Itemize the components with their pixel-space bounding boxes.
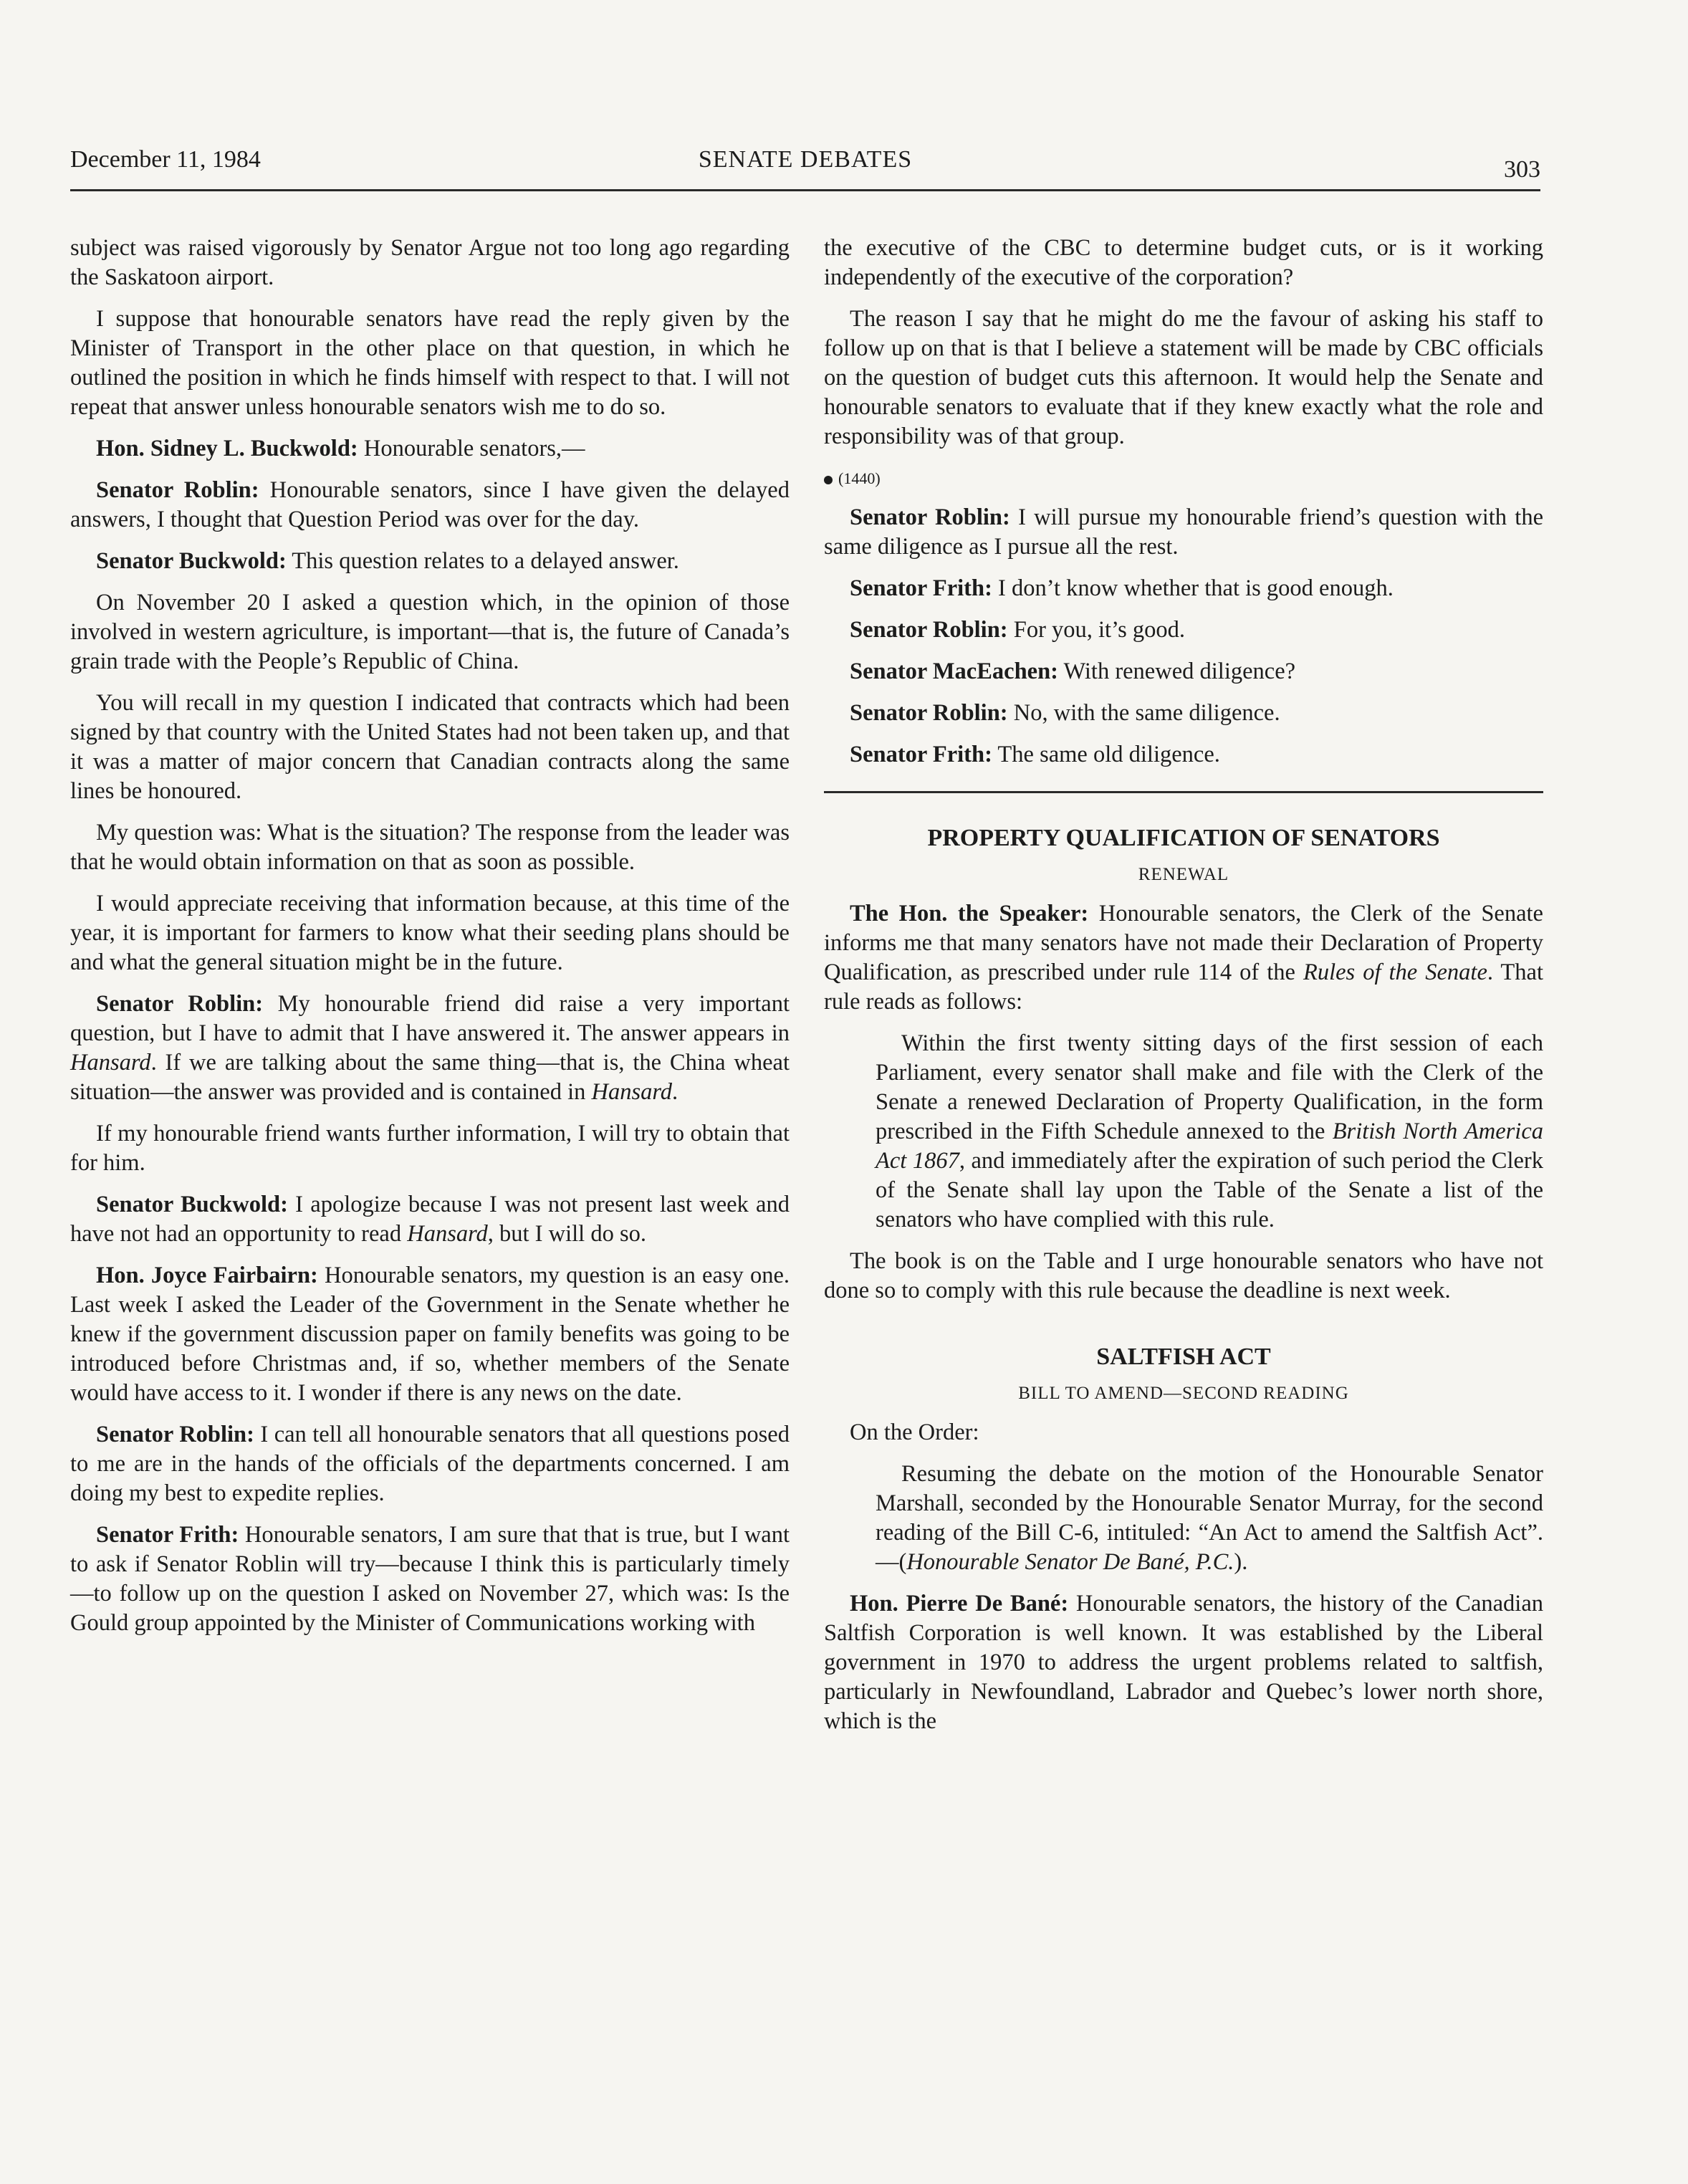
page-header [70, 146, 1540, 191]
section-heading: PROPERTY QUALIFICATION OF SENATORS [927, 825, 1440, 851]
speaker-name: Senator MacEachen: [850, 658, 1058, 684]
paragraph: On November 20 I asked a question which, in the opinion of those involved in western agriculture, is important—that is, the future of Canada’s grain trade with the People’s Republic of China. [70, 590, 790, 674]
paragraph: If my honourable friend wants further information, I will try to obtain that for him. [70, 1121, 790, 1176]
paragraph: Senator Frith: I don’t know whether that is good enough. [850, 575, 1394, 601]
paragraph: Senator Roblin: I will pursue my honourable friend’s question with the same diligence as I pursue all the rest. [824, 504, 1543, 560]
speaker-name: Senator Buckwold: [96, 1192, 288, 1217]
page-number: 303 [1504, 156, 1540, 183]
paragraph: Senator Roblin: Honourable senators, since I have given the delayed answers, I thought that Question Period was over for the day. [70, 477, 790, 532]
section-divider [824, 791, 1543, 793]
speaker-name: Senator Roblin: [850, 617, 1008, 643]
paragraph: Hon. Pierre De Bané: Honourable senators, the history of the Canadian Saltfish Corporation is well known. It was established by the Liberal government in 1970 to address the urgent problems related to saltfish, particularly in Newfoundland, Labrador and Quebec’s lower north shore, which is the [824, 1591, 1543, 1734]
section-subheading: BILL TO AMEND—SECOND READING [1018, 1384, 1349, 1403]
motion-quotation: Resuming the debate on the motion of the Honourable Senator Marshall, seconded by the Honourable Senator Murray, for the second reading of the Bill C-6, intituled: “An Act to amend the Saltfish Act”.—(Honourable Senator De Bané, P.C.). [876, 1461, 1543, 1575]
timestamp: (1440) [824, 464, 1543, 493]
paragraph: subject was raised vigorously by Senator Argue not too long ago regarding the Saskatoon airport. [70, 235, 790, 290]
speaker-name: Senator Buckwold: [96, 548, 287, 574]
paragraph: Hon. Sidney L. Buckwold: Honourable senators,— [96, 436, 585, 461]
paragraph: the executive of the CBC to determine budget cuts, or is it working independently of the executive of the corporation? [824, 235, 1543, 290]
paragraph: Senator Roblin: No, with the same diligence. [850, 700, 1280, 726]
paragraph: I suppose that honourable senators have read the reply given by the Minister of Transport in the other place on that question, in which he outlined the position in which he finds himself with respect to that. I will not repeat that answer unless honourable senators wish me to do so. [70, 306, 790, 420]
paragraph: Senator Frith: The same old diligence. [850, 742, 1220, 767]
speaker-name: Senator Frith: [850, 742, 992, 767]
order-label: On the Order: [850, 1419, 979, 1445]
section-subheading: RENEWAL [1138, 865, 1229, 884]
speaker-name: Senator Roblin: [96, 1422, 254, 1447]
paragraph: Senator Buckwold: This question relates to a delayed answer. [96, 548, 679, 574]
paragraph: My question was: What is the situation? The response from the leader was that he would obtain information on that as soon as possible. [70, 820, 790, 875]
speaker-name: Hon. Sidney L. Buckwold: [96, 436, 358, 461]
paragraph: I would appreciate receiving that information because, at this time of the year, it is important for farmers to know what their seeding plans should be and what the general situation might be in the future. [70, 891, 790, 975]
paragraph: You will recall in my question I indicated that contracts which had been signed by that country with the United States had not been taken up, and that it was a matter of major concern that Canadian contracts along the same lines be honoured. [70, 690, 790, 804]
bullet-icon [824, 476, 833, 484]
header-title: SENATE DEBATES [698, 146, 913, 173]
speaker-name: Senator Roblin: [96, 991, 264, 1017]
speaker-name: Hon. Pierre De Bané: [850, 1591, 1069, 1617]
speaker-name: Senator Frith: [850, 575, 992, 601]
paragraph: Senator MacEachen: With renewed diligence? [850, 658, 1296, 684]
speaker-name: Senator Frith: [96, 1522, 239, 1548]
paragraph: The Hon. the Speaker: Honourable senators, the Clerk of the Senate informs me that many senators have not made their Declaration of Property Qualification, as prescribed under rule 114 of the Rules of the Senate. That rule reads as follows: [824, 901, 1543, 1015]
section-heading: SALTFISH ACT [1096, 1344, 1271, 1370]
paragraph: The reason I say that he might do me the favour of asking his staff to follow up on that is that I believe a statement will be made by CBC officials on the question of budget cuts this afternoon. It would help the Senate and honourable senators to evaluate that if they knew exactly what the role and responsibility was of that group. [824, 306, 1543, 449]
speaker-name: Senator Roblin: [96, 477, 259, 503]
speaker-name: Senator Roblin: [850, 504, 1010, 530]
paragraph: Senator Roblin: For you, it’s good. [850, 617, 1186, 643]
paragraph: Senator Roblin: My honourable friend did raise a very important question, but I have to admit that I have answered it. The answer appears in Hansard. If we are talking about the same thing—that is, the China wheat situation—the answer was provided and is contained in Hansard. [70, 991, 790, 1105]
paragraph: Hon. Joyce Fairbairn: Honourable senators, my question is an easy one. Last week I asked the Leader of the Government in the Senate whether he knew if the government discussion paper on family benefits was going to be introduced before Christmas and, if so, whether members of the Senate would have access to it. I wonder if there is any news on the date. [70, 1263, 790, 1406]
paragraph: The book is on the Table and I urge honourable senators who have not done so to comply with this rule because the deadline is next week. [824, 1248, 1543, 1303]
paragraph: Senator Frith: Honourable senators, I am sure that that is true, but I want to ask if Senator Roblin will try—because I think this is particularly timely—to follow up on the question I asked on November 27, which was: Is the Gould group appointed by the Minister of Communications working with [70, 1522, 790, 1636]
header-date: December 11, 1984 [70, 146, 261, 173]
right-column [824, 234, 1543, 1748]
rule-quotation: Within the first twenty sitting days of the first session of each Parliament, every senator shall make and file with the Clerk of the Senate a renewed Declaration of Property Qualification, in the form prescribed in the Fifth Schedule annexed to the British North America Act 1867, and immediately after the expiration of such period the Clerk of the Senate shall lay upon the Table of the Senate a list of the senators who have complied with this rule. [876, 1030, 1544, 1232]
speaker-name: Senator Roblin: [850, 700, 1008, 726]
speaker-name: Hon. Joyce Fairbairn: [96, 1263, 318, 1288]
speaker-name: The Hon. the Speaker: [850, 901, 1089, 926]
paragraph: Senator Buckwold: I apologize because I was not present last week and have not had an opportunity to read Hansard, but I will do so. [70, 1192, 790, 1247]
left-column [70, 234, 790, 1650]
paragraph: Senator Roblin: I can tell all honourable senators that all questions posed to me are in the hands of the officials of the departments concerned. I am doing my best to expedite replies. [70, 1422, 790, 1506]
